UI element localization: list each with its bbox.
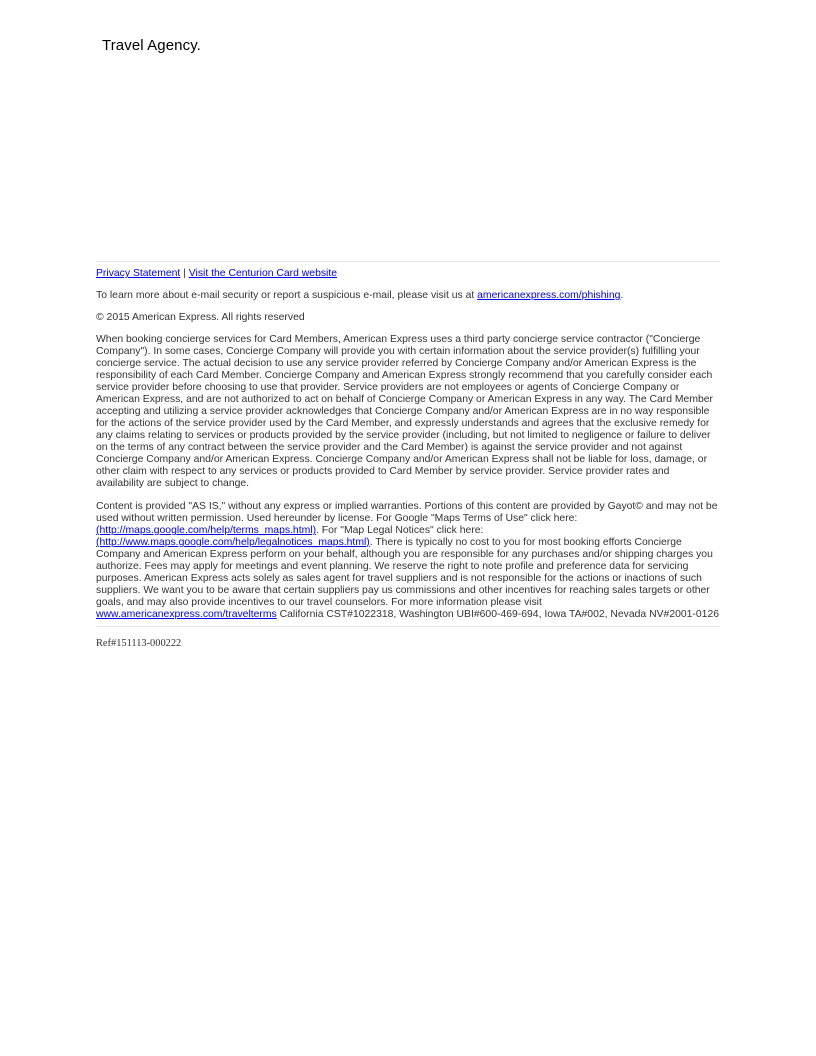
- phishing-notice: [96, 290, 720, 302]
- privacy-statement-link[interactable]: Privacy Statement: [96, 268, 181, 279]
- travel-agency-text: Travel Agency.: [102, 37, 201, 54]
- concierge-disclaimer: When booking concierge services for Card Members, American Express uses a third party concierge service contractor ("Concierge Company"). In some cases, Concierge Company will provide you with certain information about the service provider(s) fulfilling your concierge service. The actual decision to use any service provider referred by Concierge Company and/or American Express is the responsibility of each Card Member. Concierge Company and American Express strongly recommend that you carefully consider each service provider before choosing to use that provider. Service providers are not employees or agents of Concierge Company or American Express, and are not authorized to act on behalf of Concierge Company or American Express in any way. The Card Member accepting and utilizing a service provider acknowledges that Concierge Company and/or American Express are in no way responsible for the actions of the service provider used by the Card Member, and expressly understands and agrees that the exclusive remedy for any claims relating to services or products provided by the service provider (including, but not limited to negligence or failure to deliver on the terms of any contract between the service provider and the Card Member) is against the service provider and not against Concierge Company and/or American Express. Concierge Company and/or American Express shall not be liable for loss, damage, or other claim with respect to any services or products provided to Card Member by service provider. Service provider rates and availability are subject to change.: [96, 334, 714, 489]
- link-separator: |: [180, 268, 189, 279]
- reference-number: Ref#151113-000222: [96, 638, 182, 649]
- phishing-link[interactable]: americanexpress.com/phishing: [477, 290, 621, 301]
- phishing-text: To learn more about e-mail security or report a suspicious e-mail, please visit us at: [96, 290, 478, 301]
- maps-terms-link[interactable]: (http://maps.google.com/help/terms_maps.html): [96, 525, 317, 536]
- footer-links: [96, 268, 720, 280]
- centurion-website-link[interactable]: Visit the Centurion Card website: [188, 268, 338, 279]
- travel-terms-link[interactable]: www.americanexpress.com/travelterms: [96, 609, 277, 620]
- content-text-4: California CST#1022318, Washington UBI#600-469-694, Iowa TA#002, Nevada NV#2001-0126: [276, 609, 720, 620]
- content-text-3: . There is typically no cost to you for most booking efforts Concierge Company and American Express perform on your behalf, although you are responsible for any purchases and/or shipping charges you authorize. Fees may apply for meetings and event planning. We reserve the right to note profile and preference data for servicing purposes. American Express acts solely as sales agent for travel suppliers and is not responsible for the actions or inactions of such suppliers. We want you to be aware that certain suppliers pay us commissions and other incentives for reaching sales targets or other goals, and may also provide incentives to our travel counselors. For more information please visit: [96, 537, 713, 608]
- bottom-divider: [96, 626, 720, 627]
- copyright-notice: © 2015 American Express. All rights reserved: [96, 312, 305, 323]
- maps-legal-link[interactable]: (http://www.maps.google.com/help/legalnotices_maps.html): [96, 537, 370, 548]
- email-footer: [96, 261, 720, 650]
- content-disclaimer: [96, 501, 720, 621]
- content-text-1: Content is provided "AS IS," without any express or implied warranties. Portions of this content are provided by Gayot© and may not be used without written permission. Used hereunder by license. For Google "Maps Terms of Use" click here:: [96, 501, 718, 524]
- top-divider: [96, 261, 720, 262]
- phishing-period: .: [620, 290, 624, 301]
- content-text-2: . For "Map Legal Notices" click here:: [316, 525, 484, 536]
